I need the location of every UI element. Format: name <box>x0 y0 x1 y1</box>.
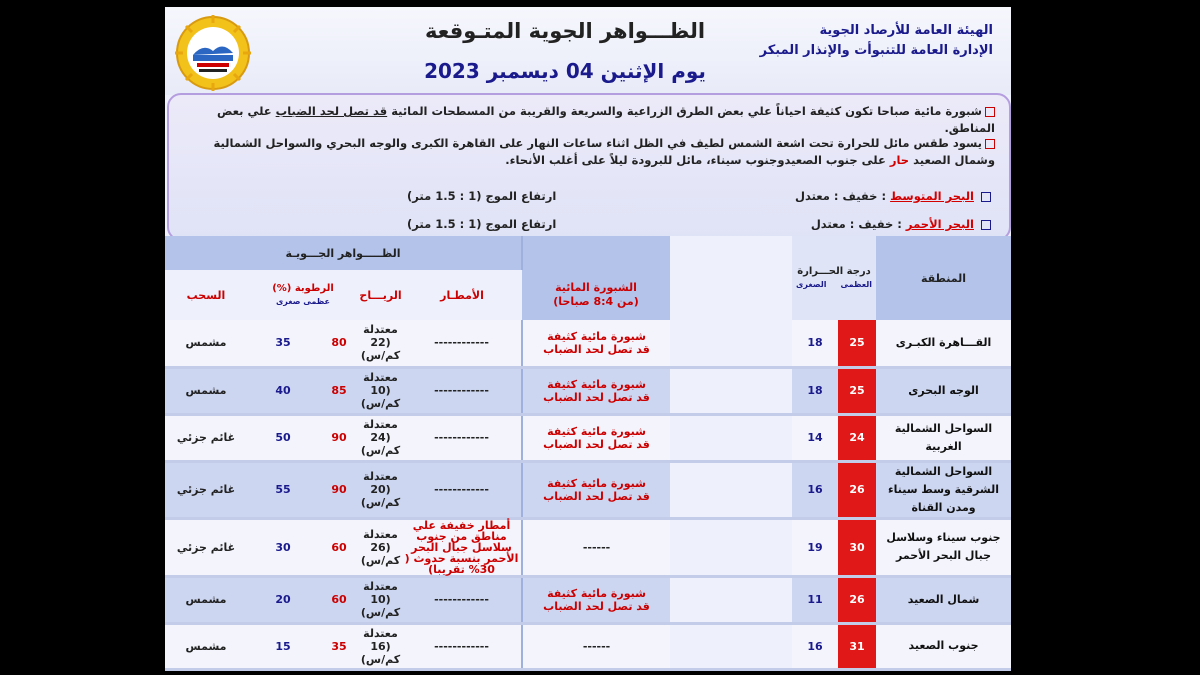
cell-clouds: مشمس <box>165 367 247 414</box>
table-row <box>165 414 1011 461</box>
humidity-sub-label: عظمى صغرى <box>275 297 331 306</box>
wave-height-red: ارتفاع الموج (1 : 1.5 متر) <box>407 217 557 231</box>
temp-min-label: الصغرى <box>796 280 827 289</box>
cell-temp-max: 26 <box>838 461 876 518</box>
cell-gap <box>670 367 792 414</box>
cell-humidity-max: 80 <box>319 320 359 367</box>
cell-region: شمال الصعيد <box>876 576 1011 623</box>
fog-header <box>522 270 670 320</box>
cell-clouds: غائم جزئي <box>165 518 247 576</box>
note-weather-end: على جنوب الصعيدوجنوب سيناء، مائل للبرودة ليلاً على أغلب الأنحاء. <box>505 153 886 167</box>
table-row <box>165 367 1011 414</box>
fog-header-sub: (من 8:4 صباحا) <box>553 295 639 308</box>
clouds-header: السحب <box>165 270 247 320</box>
cell-region: القـــاهرة الكبـرى <box>876 320 1011 367</box>
header-gap <box>670 270 792 320</box>
cell-wind: معتدلة (16 كم/س) <box>359 623 402 669</box>
ema-logo-icon <box>173 13 253 93</box>
cell-humidity-max: 90 <box>319 414 359 461</box>
cell-fog: ------ <box>522 518 670 576</box>
sea-mediterranean-label: البحر المتوسط <box>890 189 974 203</box>
sea-mediterranean <box>795 189 991 203</box>
cell-wind: معتدلة (20 كم/س) <box>359 461 402 518</box>
forecast-date: يوم الإثنين 04 ديسمبر 2023 <box>424 59 706 83</box>
region-header: المنطقة <box>876 236 1011 320</box>
cell-humidity-max: 90 <box>319 461 359 518</box>
rain-header: الأمطـار <box>402 270 522 320</box>
temp-header <box>792 236 876 320</box>
cell-region: الوجه البحرى <box>876 367 1011 414</box>
cell-humidity-min: 40 <box>247 367 319 414</box>
cell-temp-max: 31 <box>838 623 876 669</box>
org-name: الهيئة العامة للأرصاد الجوية <box>819 23 993 38</box>
cell-rain: ------------ <box>402 623 522 669</box>
table-row <box>165 576 1011 623</box>
cell-region: السواحل الشمالية الغربية <box>876 414 1011 461</box>
header-gap <box>670 236 792 270</box>
temp-header-label: درجة الحـــرارة <box>797 266 871 277</box>
cell-temp-min: 16 <box>792 623 838 669</box>
cell-gap <box>670 576 792 623</box>
cell-humidity-min: 20 <box>247 576 319 623</box>
cell-temp-max: 25 <box>838 367 876 414</box>
note-fog-text: شبورة مائية صباحا تكون كثيفة احياناً علي بعض الطرق الزراعية والسريعة والقريبة من المسطحات المائية <box>391 104 982 118</box>
org-department: الإدارة العامة للتنبوأت والإنذار المبكر <box>759 43 993 58</box>
cell-clouds: غائم جزئي <box>165 414 247 461</box>
cell-region: جنوب سيناء وسلاسل جبال البحر الأحمر <box>876 518 1011 576</box>
cell-humidity-max: 60 <box>319 518 359 576</box>
document-header <box>165 7 1011 95</box>
fog-header-label: الشبورة المائية <box>555 281 637 294</box>
cell-humidity-min: 15 <box>247 623 319 669</box>
fog-line1: شبورة مائية كثيفة <box>547 586 646 600</box>
cell-fog: ------ <box>522 623 670 669</box>
fog-line2: قد تصل لحد الضباب <box>543 342 650 356</box>
cell-fog <box>522 576 670 623</box>
cell-gap <box>670 623 792 669</box>
page-title: الظـــواهر الجوية المتـوقعة <box>424 19 706 43</box>
forecast-document <box>165 7 1011 666</box>
checkbox-icon <box>985 107 995 117</box>
cell-clouds: مشمس <box>165 623 247 669</box>
cell-temp-min: 14 <box>792 414 838 461</box>
temp-max-label: العظمى <box>840 280 873 289</box>
cell-fog <box>522 367 670 414</box>
cell-wind: معتدلة (24 كم/س) <box>359 414 402 461</box>
checkbox-icon <box>985 139 995 149</box>
cell-humidity-max: 60 <box>319 576 359 623</box>
wave-height-mediterranean: ارتفاع الموج (1 : 1.5 متر) <box>407 189 557 203</box>
cell-temp-max: 24 <box>838 414 876 461</box>
sea-red <box>811 217 991 231</box>
cell-rain: أمطار خفيفة علي مناطق من جنوب سلاسل جبال البحر الأحمر بنسبة حدوث ( 30% تقريبا) <box>402 518 522 576</box>
sea-red-label: البحر الأحمر <box>905 217 974 231</box>
sea-mediterranean-state: : خفيف : معتدل <box>794 189 887 203</box>
note-weather-hot: حار <box>889 153 910 167</box>
forecast-table <box>165 236 1011 671</box>
cell-gap <box>670 320 792 367</box>
note-fog-end: علي بعض المناطق. <box>216 104 995 135</box>
note-fog-highlight: قد تصل لحد الضباب <box>275 104 388 118</box>
fog-line1: شبورة مائية كثيفة <box>547 476 646 490</box>
cell-fog <box>522 414 670 461</box>
cell-temp-max: 25 <box>838 320 876 367</box>
cell-fog <box>522 461 670 518</box>
cell-temp-min: 18 <box>792 320 838 367</box>
cell-humidity-min: 30 <box>247 518 319 576</box>
fog-line1: شبورة مائية كثيفة <box>547 377 646 391</box>
cell-humidity-max: 35 <box>319 623 359 669</box>
table-row <box>165 461 1011 518</box>
cell-humidity-min: 35 <box>247 320 319 367</box>
wind-header: الريـــاح <box>359 270 402 320</box>
phenomena-spacer <box>522 236 670 270</box>
cell-region: السواحل الشمالية الشرقية وسط سيناء ومدن القناة <box>876 461 1011 518</box>
cell-clouds: غائم جزئي <box>165 461 247 518</box>
cell-fog <box>522 320 670 367</box>
checkbox-icon <box>981 192 991 202</box>
cell-rain: ------------ <box>402 320 522 367</box>
notes-panel <box>167 93 1011 241</box>
fog-line2: قد تصل لحد الضباب <box>543 437 650 451</box>
cell-rain: ------------ <box>402 461 522 518</box>
cell-temp-max: 30 <box>838 518 876 576</box>
cell-rain: ------------ <box>402 414 522 461</box>
cell-temp-max: 26 <box>838 576 876 623</box>
cell-clouds: مشمس <box>165 576 247 623</box>
cell-region: جنوب الصعيد <box>876 623 1011 669</box>
cell-humidity-min: 55 <box>247 461 319 518</box>
cell-gap <box>670 518 792 576</box>
note-weather-text: يسود طقس مائل للحرارة تحت اشعة الشمس لطيف في الظل اثناء ساعات النهار على القاهرة الكبرى والوجه البحري والسواحل الشمالية وشمال الصعيد <box>213 136 995 167</box>
cell-rain: ------------ <box>402 367 522 414</box>
cell-temp-min: 11 <box>792 576 838 623</box>
fog-line2: قد تصل لحد الضباب <box>543 390 650 404</box>
fog-line1: شبورة مائية كثيفة <box>547 424 646 438</box>
cell-humidity-min: 50 <box>247 414 319 461</box>
table-row <box>165 518 1011 576</box>
fog-line1: شبورة مائية كثيفة <box>547 329 646 343</box>
cell-temp-min: 16 <box>792 461 838 518</box>
cell-wind: معتدلة (10 كم/س) <box>359 576 402 623</box>
cell-temp-min: 19 <box>792 518 838 576</box>
note-weather <box>181 135 995 169</box>
cell-temp-min: 18 <box>792 367 838 414</box>
note-fog <box>181 103 995 137</box>
phenomena-header: الظـــــواهر الجـــويـة <box>165 236 522 270</box>
cell-humidity-max: 85 <box>319 367 359 414</box>
fog-line2: قد تصل لحد الضباب <box>543 489 650 503</box>
cell-gap <box>670 461 792 518</box>
humidity-header <box>247 270 359 320</box>
cell-wind: معتدلة (22 كم/س) <box>359 320 402 367</box>
fog-line2: قد تصل لحد الضباب <box>543 599 650 613</box>
humidity-header-label: الرطوبة (%) <box>272 283 334 294</box>
sea-red-state: : خفيف : معتدل <box>810 217 902 231</box>
table-row <box>165 320 1011 367</box>
cell-gap <box>670 414 792 461</box>
checkbox-icon <box>981 220 991 230</box>
cell-rain: ------------ <box>402 576 522 623</box>
cell-wind: معتدلة (10 كم/س) <box>359 367 402 414</box>
table-row <box>165 623 1011 669</box>
cell-wind: معتدلة (26 كم/س) <box>359 518 402 576</box>
temp-sub-labels <box>792 278 876 291</box>
cell-clouds: مشمس <box>165 320 247 367</box>
